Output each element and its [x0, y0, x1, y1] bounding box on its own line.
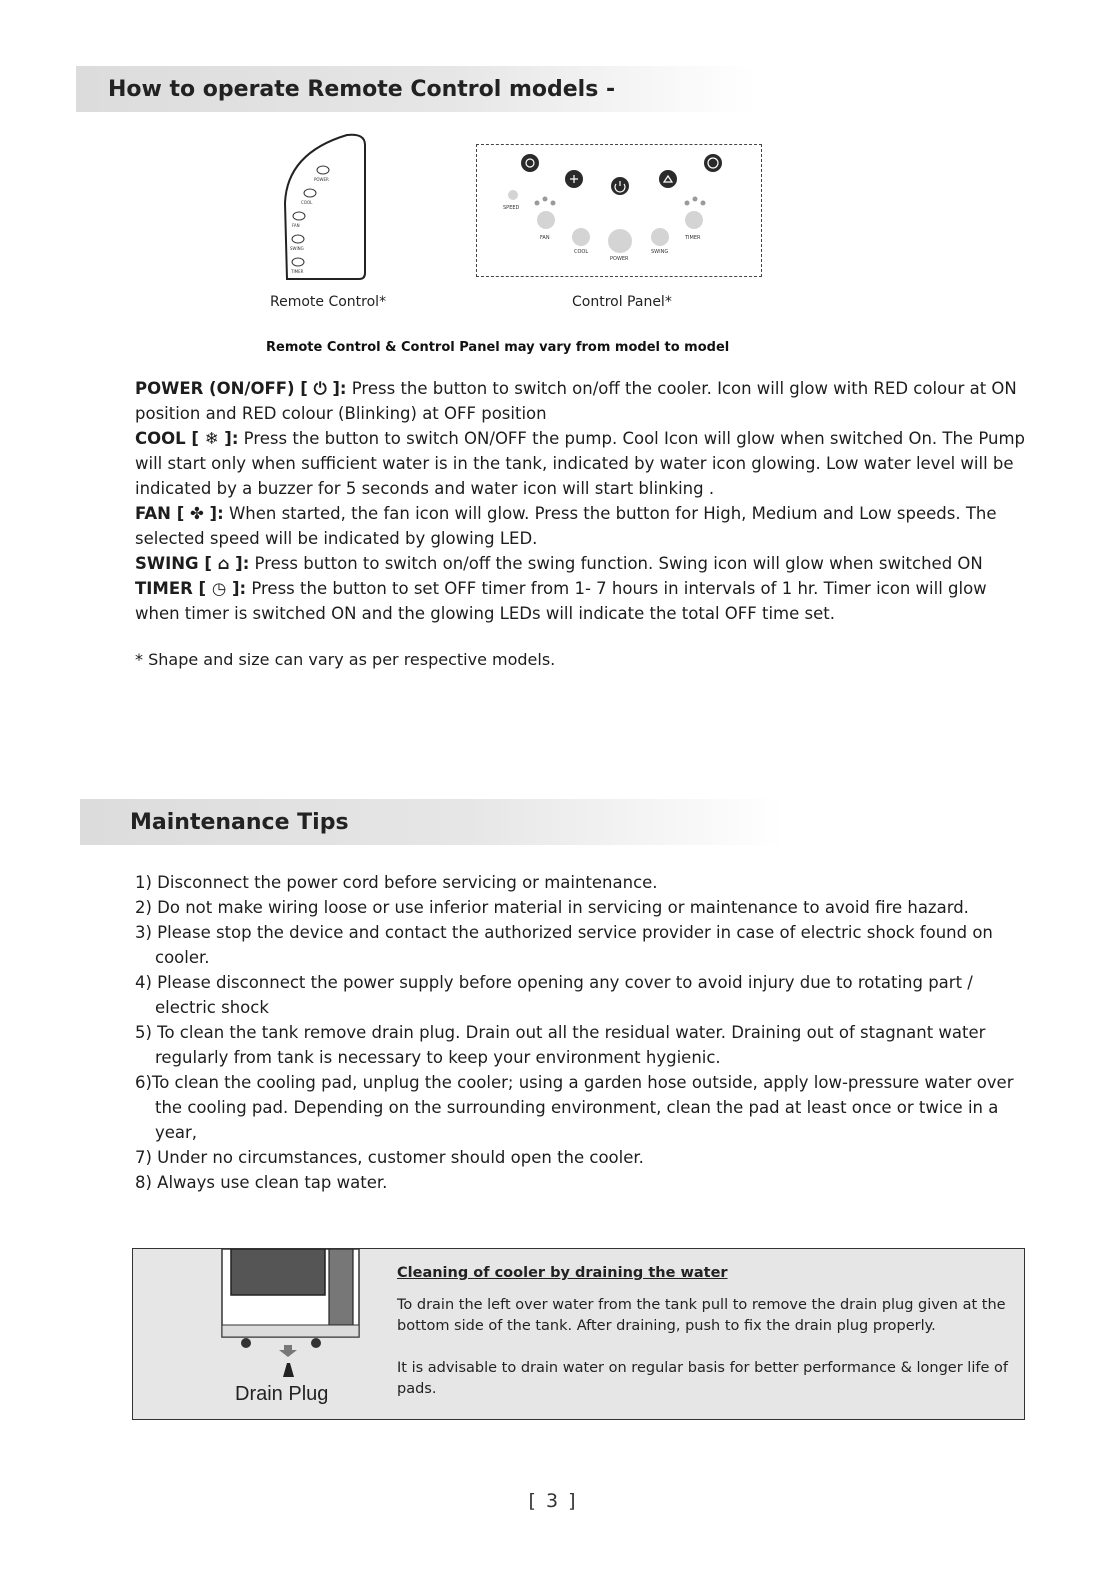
tip-item: 8) Always use clean tap water. — [135, 1173, 388, 1192]
panel-label-fan: FAN — [540, 235, 550, 241]
tip-item: 1) Disconnect the power cord before servicing or maintenance. — [135, 873, 658, 892]
tip-item: 3) Please stop the device and contact the authorized service provider in case of electric shock found on cooler. — [135, 923, 993, 967]
section-title-remote — [76, 66, 756, 112]
panel-swing-icon — [659, 170, 677, 188]
panel-label-power: POWER — [610, 256, 629, 262]
remote-label-cool: COOL — [301, 200, 313, 205]
remote-label-power: POWER — [314, 177, 329, 182]
section-title-maintenance — [80, 799, 784, 845]
tip-item: 4) Please disconnect the power supply before opening any cover to avoid injury due to rotating part / electric shock — [135, 973, 973, 1017]
op-cool — [135, 426, 1035, 501]
op-swing-text: Press button to switch on/off the swing function. Swing icon will glow when switched ON — [249, 554, 983, 573]
op-swing — [135, 551, 1035, 576]
tip-item: 6)To clean the cooling pad, unplug the cooler; using a garden hose outside, apply low-pressure water over the cooling pad. Depending on the surrounding environment, clean the pad at least once or twice in a year, — [135, 1073, 1014, 1142]
op-timer-label: TIMER [ ◷ ]: — [135, 579, 247, 598]
panel-label-timer: TIMER — [685, 235, 701, 241]
caption-control-panel: Control Panel* — [572, 294, 672, 310]
op-power — [135, 376, 1035, 426]
drain-heading: Cleaning of cooler by draining the water — [397, 1265, 728, 1281]
panel-label-swing: SWING — [651, 249, 669, 255]
panel-label-speed: SPEED — [503, 205, 520, 211]
remote-control-illustration — [277, 133, 367, 281]
page-number: [ 3 ] — [528, 1490, 578, 1512]
panel-timer-icon — [704, 154, 722, 172]
tip-item: 5) To clean the tank remove drain plug. Drain out all the residual water. Draining out of stagnant water regularly from tank is necessary to keep your environment hygienic. — [135, 1023, 986, 1067]
remote-label-swing: SWING — [290, 246, 304, 251]
operation-instructions — [135, 376, 1035, 626]
drain-info-box — [132, 1248, 1025, 1420]
control-panel-illustration — [476, 144, 762, 277]
op-timer-text: Press the button to set OFF timer from 1- 7 hours in intervals of 1 hr. Timer icon will glow when timer is switched ON and the glowing LEDs will indicate the total OFF time set. — [135, 579, 987, 623]
panel-fan-icon — [521, 154, 539, 172]
op-cool-label: COOL [ ❄ ]: — [135, 429, 239, 448]
op-fan — [135, 501, 1035, 551]
section-title-text: Maintenance Tips — [130, 809, 349, 835]
op-power-text: Press the button to switch on/off the cooler. Icon will glow with RED colour at ON position and RED colour (Blinking) at OFF position — [135, 379, 1017, 423]
maintenance-tips-list — [135, 870, 1035, 1195]
drain-instructions: To drain the left over water from the tank pull to remove the drain plug given at the bottom side of the tank. After draining, push to fix the drain plug properly. — [397, 1297, 1006, 1334]
section-title-text: How to operate Remote Control models - — [108, 76, 616, 102]
drain-plug-label: Drain Plug — [235, 1383, 329, 1405]
panel-label-cool: COOL — [574, 249, 589, 255]
op-fan-label: FAN [ ✤ ]: — [135, 504, 224, 523]
caption-remote-control: Remote Control* — [270, 294, 387, 310]
model-variation-note: Remote Control & Control Panel may vary from model to model — [266, 340, 730, 355]
tip-item: 2) Do not make wiring loose or use inferior material in servicing or maintenance to avoid fire hazard. — [135, 898, 969, 917]
drain-advice: It is advisable to drain water on regular basis for better performance & longer life of pads. — [397, 1360, 1008, 1397]
remote-label-timer: TIMER — [291, 269, 304, 274]
remote-label-fan: FAN — [292, 223, 300, 228]
op-swing-label: SWING [ ⌂ ]: — [135, 554, 250, 573]
op-power-label: POWER (ON/OFF) [ ⏻ ]: — [135, 379, 347, 398]
cooler-drain-illustration — [219, 1249, 369, 1384]
tip-item: 7) Under no circumstances, customer should open the cooler. — [135, 1148, 644, 1167]
shape-size-note: * Shape and size can vary as per respective models. — [135, 650, 556, 669]
op-timer — [135, 576, 1035, 626]
op-cool-text: Press the button to switch ON/OFF the pump. Cool Icon will glow when switched On. The Pump will start only when sufficient water is in the tank, indicated by water icon glowing. Low water level will be indicated by a buzzer for 5 seconds and water icon will start blinking . — [135, 429, 1025, 498]
op-fan-text: When started, the fan icon will glow. Press the button for High, Medium and Low speeds. The selected speed will be indicated by glowing LED. — [135, 504, 997, 548]
